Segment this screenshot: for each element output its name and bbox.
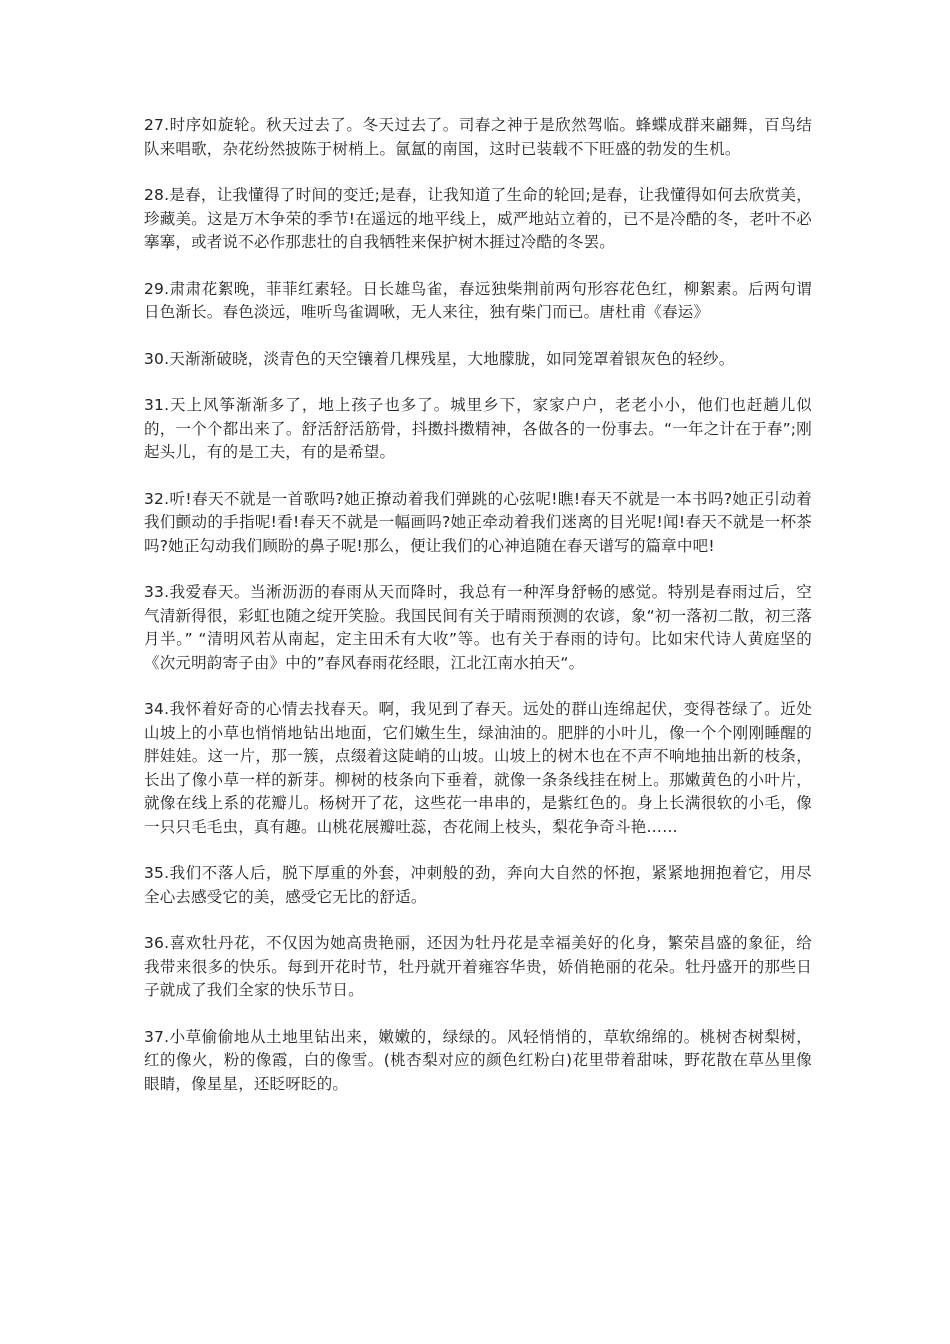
paragraph-35: 35.我们不落人后，脱下厚重的外套，冲刺般的劲，奔向大自然的怀抱，紧紧地拥抱着它，用尽全心去感受它的美，感受它无比的舒适。	[144, 864, 812, 906]
paragraph-27: 27.时序如旋轮。秋天过去了。冬天过去了。司春之神于是欣然驾临。蜂蝶成群来翩舞，百鸟结队来唱歌，杂花纷然披陈于树梢上。氤氲的南国，这时已装载不下旺盛的勃发的生机。	[144, 116, 812, 158]
paragraph-30: 30.天渐渐破晓，淡青色的天空镶着几棵残星，大地朦胧，如同笼罩着银灰色的轻纱。	[144, 349, 735, 368]
paragraph-32: 32.听!春天不就是一首歌吗?她正撩动着我们弹跳的心弦呢!瞧!春天不就是一本书吗?她正引动着我们颤动的手指呢!看!春天不就是一幅画吗?她正牵动着我们迷离的目光呢!闻!春天不就是一杯茶吗?她正勾动我们顾盼的鼻子呢!那么，便让我们的心神追随在春天谱写的篇章中吧!	[144, 489, 812, 555]
paragraph-36: 36.喜欢牡丹花，不仅因为她高贵艳丽，还因为牡丹花是幸福美好的化身，繁荣昌盛的象征，给我带来很多的快乐。每到开花时节，牡丹就开着雍容华贵，娇俏艳丽的花朵。牡丹盛开的那些日子就成了我们全家的快乐节日。	[144, 934, 812, 999]
paragraph-29: 29.肃肃花絮晚，菲菲红素轻。日长雄鸟雀，春远独柴荆前两句形容花色红，柳絮素。后两句谓日色渐长。春色淡远，唯听鸟雀调啾，无人来往，独有柴门而已。唐杜甫《春运》	[144, 279, 812, 321]
document-page	[144, 114, 812, 1119]
paragraph-31: 31.天上风筝渐渐多了，地上孩子也多了。城里乡下，家家户户，老老小小，他们也赶趟儿似的，一个个都出来了。舒活舒活筋骨，抖擞抖擞精神，各做各的一份事去。“一年之计在于春”;刚起头儿，有的是工夫，有的是希望。	[144, 396, 812, 461]
paragraph-34: 34.我怀着好奇的心情去找春天。啊，我见到了春天。远处的群山连绵起伏，变得苍绿了。近处山坡上的小草也悄悄地钻出地面，它们嫩生生，绿油油的。肥胖的小叶儿，像一个个刚刚睡醒的胖娃娃。这一片，那一簇，点缀着这陡峭的山坡。山坡上的树木也在不声不响地抽出新的枝条，长出了像小草一样的新芽。柳树的枝条向下垂着，就像一条条线挂在树上。那嫩黄色的小叶片，就像在线上系的花瓣儿。杨树开了花，这些花一串串的，是紫红色的。身上长满很软的小毛，像一只只毛毛虫，真有趣。山桃花展瓣吐蕊，杏花闹上枝头，梨花争奇斗艳……	[144, 700, 812, 836]
paragraph-37: 37.小草偷偷地从土地里钻出来，嫩嫩的，绿绿的。风轻悄悄的，草软绵绵的。桃树杏树梨树，红的像火，粉的像霞，白的像雪。(桃杏梨对应的颜色红粉白)花里带着甜味，野花散在草丛里像眼睛，像星星，还眨呀眨的。	[144, 1027, 812, 1093]
paragraph-33: 33.我爱春天。当淅沥沥的春雨从天而降时，我总有一种浑身舒畅的感觉。特别是春雨过后，空气清新得很，彩虹也随之绽开笑脸。我国民间有关于晴雨预测的农谚，象“初一落初二散，初三落月半。” “清明风若从南起，定主田禾有大收”等。也有关于春雨的诗句。比如宋代诗人黄庭坚的《次元明韵寄子由》中的”春风春雨花经眼，江北江南水拍天“。	[144, 583, 812, 672]
paragraph-28: 28.是春，让我懂得了时间的变迁;是春，让我知道了生命的轮回;是春，让我懂得如何去欣赏美，珍藏美。这是万木争荣的季节!在遥远的地平线上，威严地站立着的，已不是冷酷的冬，老叶不必搴搴，或者说不必作那悲壮的自我牺牲来保护树木捱过冷酷的冬罢。	[144, 186, 812, 251]
